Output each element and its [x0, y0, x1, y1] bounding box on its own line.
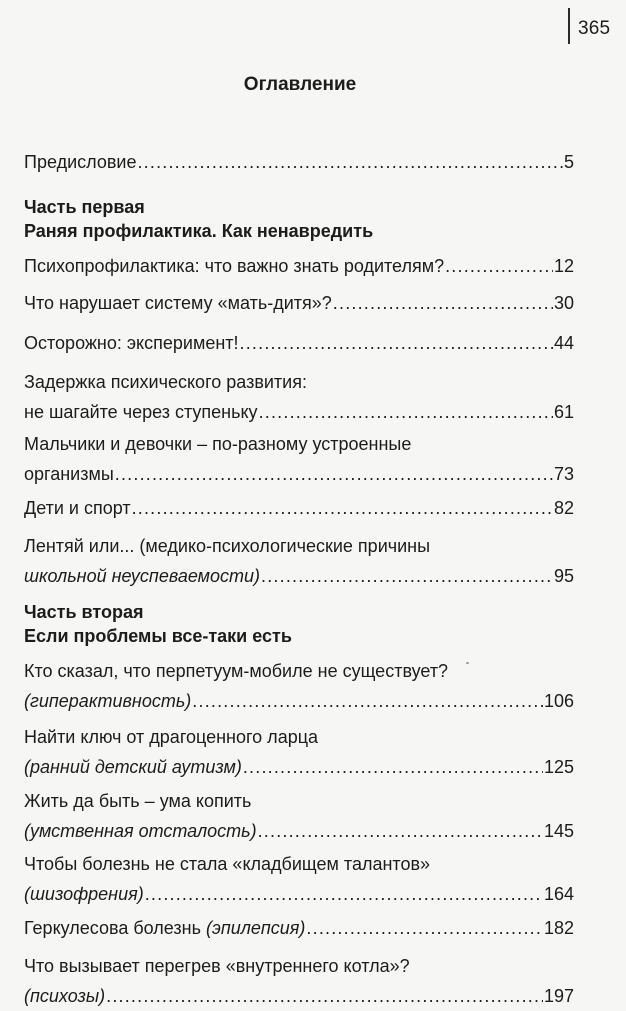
entry-page: 145 — [543, 821, 574, 841]
dot-leader — [258, 816, 543, 846]
entry-page: 164 — [543, 884, 574, 904]
entry-title-line1: Что вызывает перегрев «внутреннего котла»? — [24, 956, 410, 976]
entry-title-line1: Мальчики и девочки – по-разному устроенные — [24, 434, 412, 454]
part1-title: Раняя профилактика. Как ненавредить — [24, 221, 374, 241]
entry-title-line1: Лентяй или... (медико-психологические причины — [24, 536, 431, 556]
entry-page: 125 — [543, 757, 574, 777]
entry-title-italic: (психозы) — [24, 986, 106, 1006]
toc-entry[interactable] — [24, 251, 574, 281]
toc-title: Оглавление — [243, 74, 357, 95]
entry-page: 30 — [553, 293, 574, 313]
entry-title: Осторожно: эксперимент! — [24, 333, 239, 353]
dot-leader — [192, 686, 543, 716]
header-rule — [568, 8, 570, 44]
dot-leader — [115, 459, 553, 489]
entry-title-italic: (шизофрения) — [24, 884, 144, 904]
entry-title-italic: (эпилепсия) — [205, 918, 306, 938]
entry-page: 82 — [553, 498, 574, 518]
dot-leader — [145, 879, 543, 909]
entry-page: 12 — [553, 256, 574, 276]
entry-title: не шагайте через ступеньку — [24, 402, 258, 422]
toc-entry[interactable] — [24, 429, 574, 489]
dot-leader — [132, 493, 553, 523]
toc-entry[interactable] — [24, 951, 574, 1011]
entry-page: 44 — [553, 333, 574, 353]
toc-entry[interactable] — [24, 288, 574, 318]
toc-entry[interactable] — [24, 328, 574, 358]
print-speck — [466, 662, 469, 664]
toc-entry[interactable] — [24, 722, 574, 782]
entry-page: 95 — [553, 566, 574, 586]
entry-title: Геркулесова болезнь — [24, 918, 206, 938]
entry-title-line1: Найти ключ от драгоценного ларца — [24, 727, 319, 747]
entry-page: 5 — [563, 152, 574, 172]
page-number-block — [564, 6, 626, 44]
entry-title-italic: (ранний детский аутизм) — [24, 757, 242, 777]
entry-title: Дети и спорт — [24, 498, 131, 518]
toc-entry[interactable] — [24, 849, 574, 909]
entry-title: Предисловие — [24, 152, 137, 172]
entry-page: 73 — [553, 464, 574, 484]
dot-leader — [137, 147, 563, 177]
entry-title-line1: Кто сказал, что перпетуум-мобиле не существует? — [24, 661, 449, 681]
dot-leader — [261, 561, 553, 591]
page-number: 365 — [578, 18, 611, 39]
dot-leader — [240, 328, 553, 358]
entry-title-line1: Жить да быть – ума копить — [24, 791, 252, 811]
dot-leader — [106, 981, 543, 1011]
entry-title: Психопрофилактика: что важно знать родителям? — [24, 256, 445, 276]
entry-title-italic: (гиперактивность) — [24, 691, 192, 711]
entry-page: 197 — [543, 986, 574, 1006]
entry-page: 106 — [543, 691, 574, 711]
entry-page: 182 — [543, 918, 574, 938]
part1-label: Часть первая — [24, 197, 145, 217]
toc-entry[interactable] — [24, 913, 574, 943]
dot-leader — [333, 288, 553, 318]
toc-entry[interactable] — [24, 656, 574, 716]
toc-entry[interactable] — [24, 531, 574, 591]
entry-title-italic: школьной неуспеваемости) — [24, 566, 261, 586]
entry-title: Что нарушает систему «мать-дитя»? — [24, 293, 332, 313]
entry-title: организмы — [24, 464, 114, 484]
toc-entry-preface[interactable] — [24, 147, 574, 177]
toc-entry[interactable] — [24, 786, 574, 846]
toc-entry[interactable] — [24, 367, 574, 427]
entry-page: 61 — [553, 402, 574, 422]
dot-leader — [243, 752, 543, 782]
dot-leader — [445, 251, 553, 281]
dot-leader — [259, 397, 553, 427]
part2-title: Если проблемы все-таки есть — [24, 626, 292, 646]
dot-leader — [306, 913, 543, 943]
entry-title-line1: Чтобы болезнь не стала «кладбищем талантов» — [24, 854, 431, 874]
toc-entry[interactable] — [24, 493, 574, 523]
entry-title-italic: (умственная отсталость) — [24, 821, 257, 841]
part2-heading — [24, 600, 574, 648]
part2-label: Часть вторая — [24, 602, 144, 622]
entry-title-line1: Задержка психического развития: — [24, 372, 307, 392]
part1-heading — [24, 195, 574, 243]
